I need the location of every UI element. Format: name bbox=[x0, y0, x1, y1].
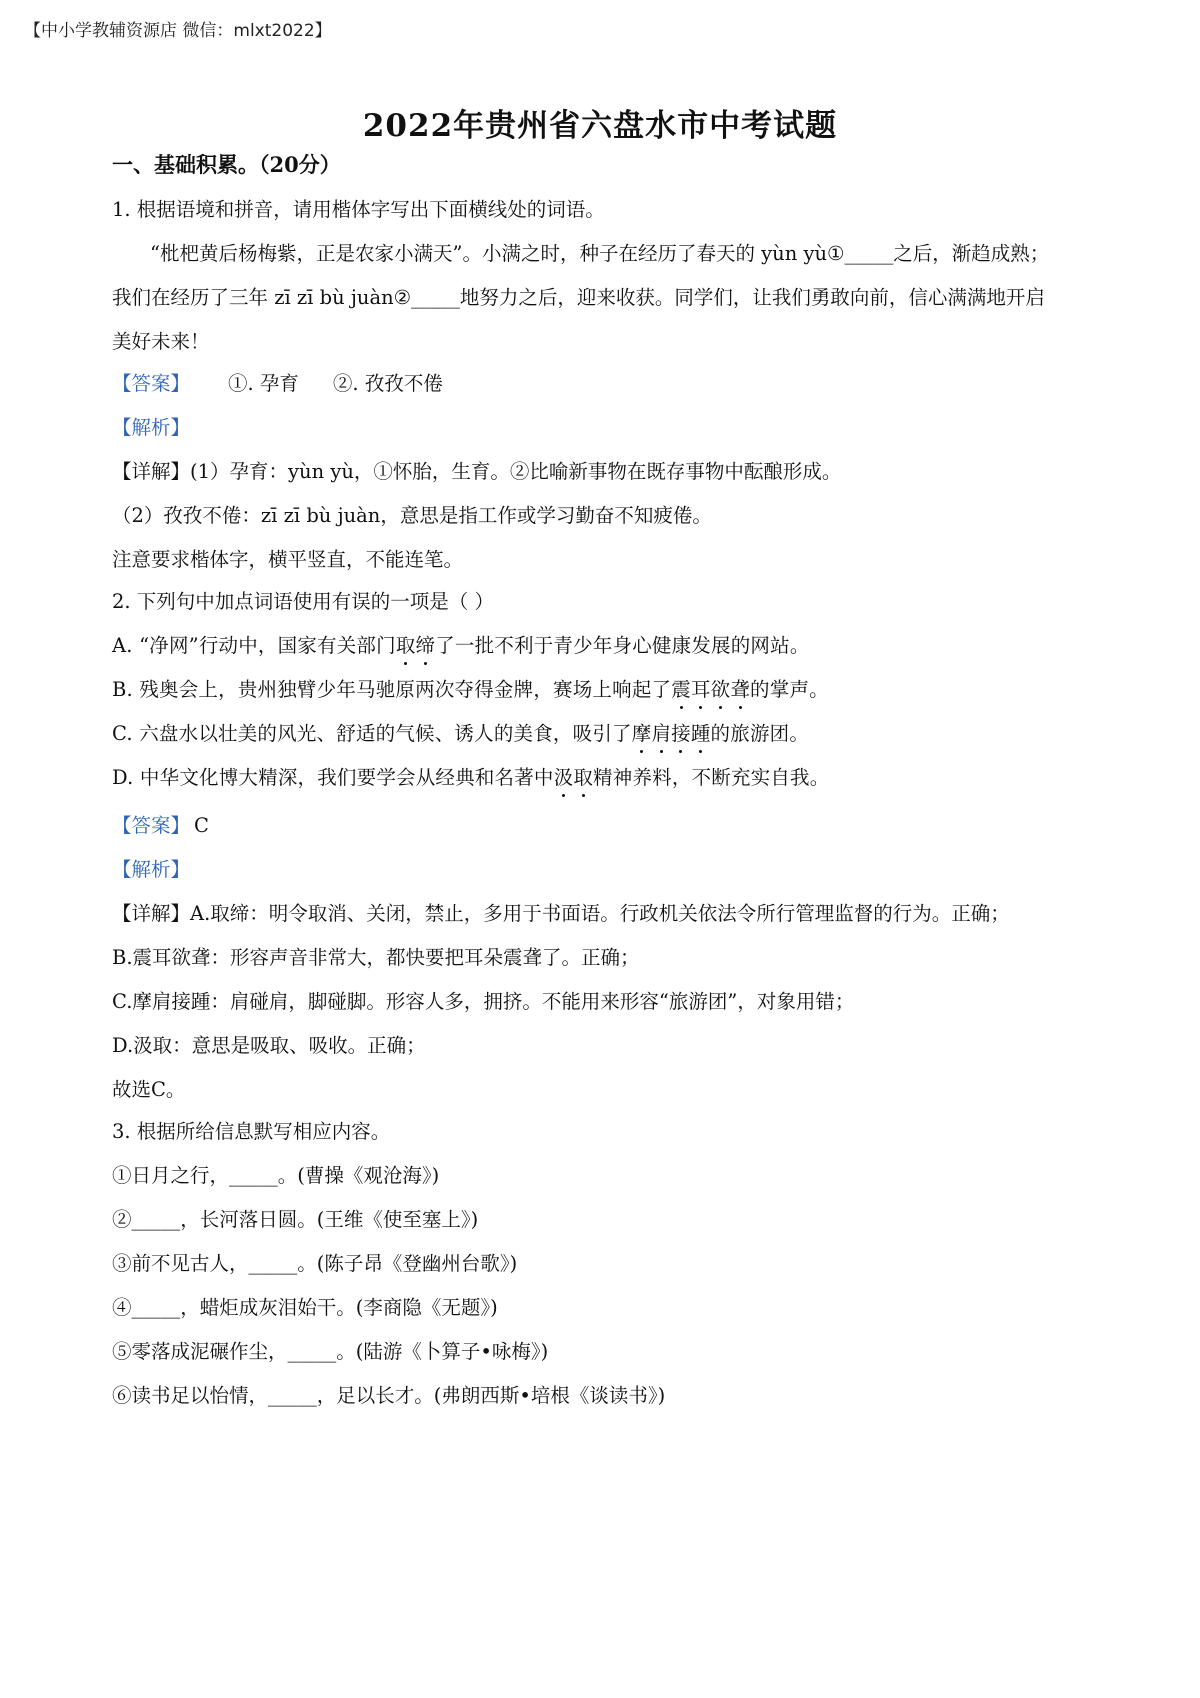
q1-detail-3: 注意要求楷体字，横平竖直，不能连笔。 bbox=[112, 548, 464, 571]
analysis-tag: 【解析】 bbox=[112, 858, 191, 881]
q1-answer-1: ①. 孕育 bbox=[228, 372, 299, 395]
q1-paragraph-line-2: 我们在经历了三年 zī zī bù juàn②_____地努力之后，迎来收获。同学们，让我们勇敢向前，信心满满地开启 bbox=[112, 286, 1045, 309]
q3-item-4: ④_____，蜡炬成灰泪始干。(李商隐《无题》) bbox=[112, 1296, 498, 1319]
dotted-word bbox=[554, 766, 593, 789]
emphasis-dot-char: 缔 bbox=[415, 634, 436, 657]
answer-tag: 【答案】 bbox=[112, 814, 191, 837]
header-watermark: 【中小学教辅资源店 微信：mlxt2022】 bbox=[24, 21, 332, 41]
q3-stem: 3. 根据所给信息默写相应内容。 bbox=[112, 1120, 391, 1143]
emphasis-dot-char: 震 bbox=[671, 678, 691, 701]
emphasis-dot-char: 耳 bbox=[690, 678, 711, 701]
option-text: 了一批不利于青少年身心健康发展的网站。 bbox=[435, 634, 810, 657]
q1-detail-1: 【详解】(1）孕育：yùn yù，①怀胎，生育。②比喻新事物在既存事物中酝酿形成。 bbox=[112, 460, 842, 483]
emphasis-dot-char: 肩 bbox=[651, 722, 672, 745]
q1-answer-2: ②. 孜孜不倦 bbox=[332, 372, 443, 395]
q1-paragraph-line-3: 美好未来！ bbox=[112, 330, 210, 353]
option-text: A. “净网”行动中，国家有关部门 bbox=[112, 634, 396, 657]
dotted-word bbox=[671, 678, 750, 701]
dotted-word bbox=[396, 634, 435, 657]
q3-item-6: ⑥读书足以怡情，_____，足以长才。(弗朗西斯•培根《谈读书》) bbox=[112, 1384, 666, 1407]
analysis-tag: 【解析】 bbox=[112, 416, 191, 439]
answer-tag: 【答案】 bbox=[112, 372, 191, 395]
q2-option-c bbox=[112, 724, 809, 744]
q3-item-3: ③前不见古人，_____。(陈子昂《登幽州台歌》) bbox=[112, 1252, 518, 1275]
q2-stem: 2. 下列句中加点词语使用有误的一项是（ ） bbox=[112, 590, 495, 613]
q3-item-1: ①日月之行，_____。(曹操《观沧海》) bbox=[112, 1164, 440, 1187]
option-text: B. 残奥会上，贵州独臂少年马驰原两次夺得金牌，赛场上响起了 bbox=[112, 678, 672, 701]
q2-option-a bbox=[112, 636, 810, 656]
q2-detail-3: C.摩肩接踵：肩碰肩，脚碰脚。形容人多，拥挤。不能用来形容“旅游团”，对象用错； bbox=[112, 990, 855, 1013]
emphasis-dot-char: 踵 bbox=[690, 722, 711, 745]
q2-answer-value: C bbox=[194, 814, 209, 837]
option-text: 的掌声。 bbox=[750, 678, 829, 701]
q2-option-b bbox=[112, 680, 829, 700]
q2-option-d bbox=[112, 768, 829, 788]
emphasis-dot-char: 聋 bbox=[730, 678, 751, 701]
q2-analysis bbox=[112, 860, 194, 880]
page-title: 2022年贵州省六盘水市中考试题 bbox=[362, 108, 838, 144]
q3-item-5: ⑤零落成泥碾作尘，_____。(陆游《卜算子•咏梅》) bbox=[112, 1340, 549, 1363]
q3-item-2: ②_____，长河落日圆。(王维《使至塞上》) bbox=[112, 1208, 479, 1231]
q1-paragraph-line-1: “枇杷黄后杨梅紫，正是农家小满天”。小满之时，种子在经历了春天的 yùn yù①_____之后，渐趋成熟； bbox=[150, 242, 1050, 265]
option-text: 精神养料，不断充实自我。 bbox=[593, 766, 830, 789]
option-text: 的旅游团。 bbox=[710, 722, 810, 745]
emphasis-dot-char: 欲 bbox=[710, 678, 731, 701]
q2-detail-5: 故选C。 bbox=[112, 1078, 186, 1101]
emphasis-dot-char: 汲 bbox=[553, 766, 574, 789]
q2-detail-2: B.震耳欲聋：形容声音非常大，都快要把耳朵震聋了。正确； bbox=[112, 946, 640, 969]
emphasis-dot-char: 摩 bbox=[631, 722, 652, 745]
dotted-word bbox=[632, 722, 711, 745]
q2-detail-1: 【详解】A.取缔：明令取消、关闭，禁止，多用于书面语。行政机关依法令所行管理监督的行为。正确； bbox=[112, 902, 1010, 925]
emphasis-dot-char: 接 bbox=[671, 722, 691, 745]
option-text: D. 中华文化博大精深，我们要学会从经典和名著中 bbox=[112, 766, 554, 789]
q2-answer bbox=[112, 816, 209, 836]
section-heading: 一、基础积累。（20分） bbox=[112, 152, 341, 177]
q1-detail-2: （2）孜孜不倦：zī zī bù juàn，意思是指工作或学习勤奋不知疲倦。 bbox=[112, 504, 712, 527]
q1-stem: 1. 根据语境和拼音，请用楷体字写出下面横线处的词语。 bbox=[112, 198, 605, 221]
option-text: C. 六盘水以壮美的风光、舒适的气候、诱人的美食，吸引了 bbox=[112, 722, 632, 745]
emphasis-dot-char: 取 bbox=[573, 766, 594, 789]
emphasis-dot-char: 取 bbox=[395, 634, 416, 657]
q1-answer bbox=[112, 374, 443, 394]
q1-analysis bbox=[112, 418, 194, 438]
q2-detail-4: D.汲取：意思是吸取、吸收。正确； bbox=[112, 1034, 426, 1057]
